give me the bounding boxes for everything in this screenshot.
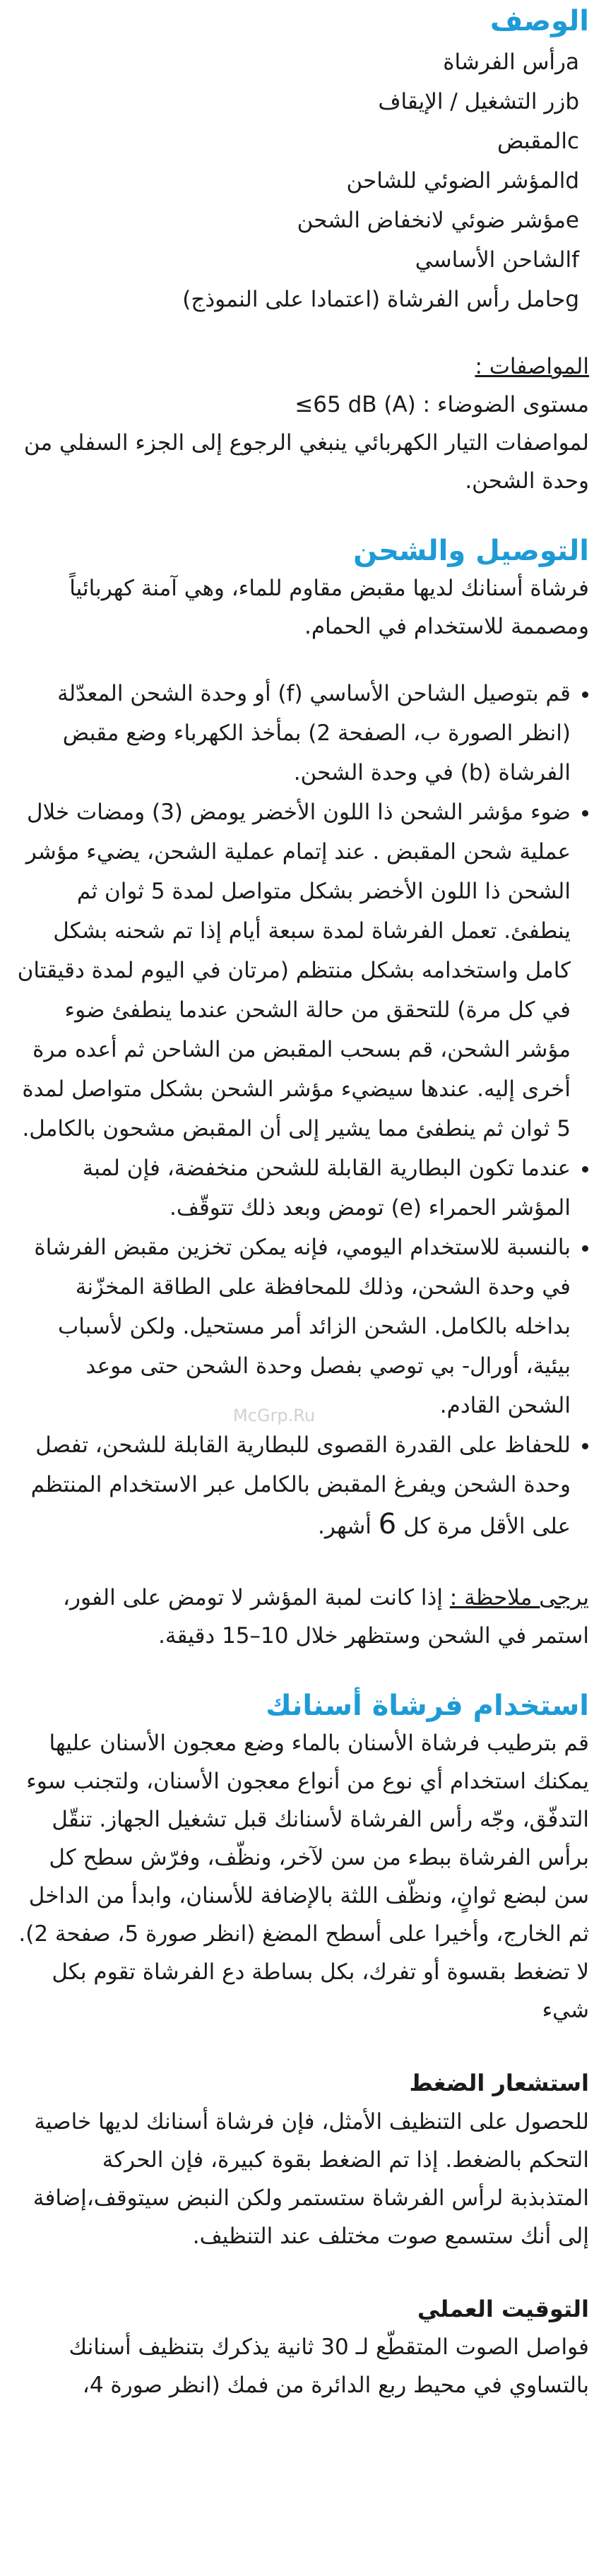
list-item	[17, 1425, 571, 1546]
legend-text: رأس الفرشاة	[443, 49, 566, 75]
list-item: • عندما تكون البطارية القابلة للشحن منخفضة، فإن لمبة المؤشر الحمراء (e) تومض وبعد ذلك تتوقّف.	[17, 1148, 571, 1228]
specifications	[17, 348, 589, 500]
legend-text: زر التشغيل / الإيقاف	[378, 89, 566, 114]
legend-item	[17, 161, 589, 201]
legend-text: مؤشر ضوئي لانخفاض الشحن	[297, 208, 566, 233]
legend-letter: e	[565, 208, 579, 233]
legend-item	[17, 42, 589, 82]
legend-text: المؤشر الضوئي للشاحن	[346, 168, 566, 194]
list-item: • قم بتوصيل الشاحن الأساسي (f) أو وحدة الشحن المعدّلة (انظر الصورة ب، الصفحة 2) بمأخذ الكهرباء وضع مقبض الفرشاة (b) في وحدة الشحن.	[17, 674, 571, 793]
using-text: قم بترطيب فرشاة الأسنان بالماء وضع معجون الأسنان عليها يمكنك استخدام أي نوع من أنواع معجون الأسنان، ولتجنب سوء التدفّق، وجّه رأس الفرشاة لأسنانك قبل تشغيل الجهاز. تنقّل برأس الفرشاة ببطء من سن لآخر، ونظّف، وفرّش سطح كل سن لبضع ثوانٍ، ونظّف اللثة بالإضافة للأسنان، وابدأ من الداخل ثم الخارج، وأخيرا على أسطح المضغ (انظر صورة 5، صفحة 2). لا تضغط بقسوة أو تفرك، بكل بساطة دع الفرشاة تقوم بكل شيء	[18, 1731, 589, 2023]
legend-item	[17, 240, 589, 280]
legend-text: حامل رأس الفرشاة (اعتمادا على النموذج)	[182, 287, 566, 312]
using-section	[17, 1687, 589, 2029]
pressure-text: للحصول على التنظيف الأمثل، فإن فرشاة أسنانك لديها خاصية التحكم بالضغط. إذا تم الضغط بقوة كبيرة، فإن الحركة المتذبذبة لرأس الفرشاة ستستمر ولكن النبض سيتوقف،إضافة إلى أنك ستسمع صوت مختلف عند التنظيف.	[32, 2108, 589, 2249]
charging-note	[17, 1579, 589, 1655]
legend-item	[17, 280, 589, 319]
legend-letter: b	[565, 89, 579, 114]
legend-letter: a	[566, 49, 579, 75]
connecting-intro: فرشاة أسنانك لديها مقبض مقاوم للماء، وهي آمنة كهربائياً ومصممة للاستخدام في الحمام.	[69, 576, 589, 639]
legend-item	[17, 82, 589, 121]
pressure-title: استشعار الضغط	[409, 2070, 589, 2096]
parts-legend	[17, 42, 589, 319]
legend-text: الشاحن الأساسي	[415, 247, 572, 273]
description-title: الوصف	[489, 5, 589, 37]
connecting-section	[17, 533, 589, 1655]
timer-title: التوقيت العملي	[417, 2295, 589, 2322]
connecting-title: التوصيل والشحن	[353, 535, 589, 567]
legend-letter: f	[571, 247, 579, 273]
months-number: 6	[378, 1508, 397, 1541]
noise-label: مستوى الضوضاء :	[422, 392, 589, 417]
legend-item	[17, 201, 589, 240]
specs-heading: المواصفات :	[475, 354, 589, 379]
list-item: • ضوء مؤشر الشحن ذا اللون الأخضر يومض (3) ومضات خلال عملية شحن المقبض . عند إتمام عملية الشحن، يضيء مؤشر الشحن ذا اللون الأخضر بشكل متواصل لمدة 5 ثوان ثم ينطفئ. تعمل الفرشاة لمدة سبعة أيام إذا تم شحنه بشكل كامل واستخدامه بشكل منتظم (مرتان في اليوم لمدة دقيقتان في كل مرة) للتحقق من حالة الشحن عندما ينطفئ ضوء مؤشر الشحن، قم بسحب المقبض من الشاحن ثم أعده مرة أخرى إليه. عندها سيضيء مؤشر الشحن بشكل متواصل لمدة 5 ثوان ثم ينطفئ مما يشير إلى أن المقبض مشحون بالكامل.	[17, 793, 571, 1148]
legend-letter: d	[565, 168, 579, 194]
legend-letter: c	[566, 129, 579, 154]
timer-text: فواصل الصوت المتقطّع لـ 30 ثانية يذكرك بتنظيف أسنانك بالتساوي في محيط ربع الدائرة من فمك (انظر صورة 4،	[69, 2334, 589, 2399]
legend-letter: g	[565, 287, 579, 312]
noise-value: ≤65 dB (A)	[295, 392, 416, 417]
battery-care-text: للحفاظ على القدرة القصوى للبطارية القابلة للشحن، تفصل وحدة الشحن ويفرغ المقبض بالكامل عبر الاستخدام المنتظم على الأقل مرة كل	[30, 1432, 571, 1539]
electrical-note: لمواصفات التيار الكهربائي ينبغي الرجوع إلى الجزء السفلي من وحدة الشحن.	[23, 430, 589, 494]
legend-item	[17, 121, 589, 161]
legend-text: المقبض	[497, 129, 567, 154]
note-label: يرجى ملاحظة :	[449, 1585, 589, 1610]
watermark: McGrp.Ru	[233, 1406, 316, 1425]
months-word: أشهر.	[318, 1514, 372, 1539]
note-text: إذا كانت لمبة المؤشر لا تومض على الفور، استمر في الشحن وستظهر خلال 10–15 دقيقة.	[63, 1585, 589, 1649]
list-item: • بالنسبة للاستخدام اليومي، فإنه يمكن تخزين مقبض الفرشاة في وحدة الشحن، وذلك للمحافظة على الطاقة المخزّنة بداخله بالكامل. الشحن الزائد أمر مستحيل. ولكن لأسباب بيئية، أورال- بي توصي بفصل وحدة الشحن حتى موعد الشحن القادم.	[17, 1228, 571, 1425]
using-title: استخدام فرشاة أسنانك	[266, 1690, 589, 1722]
